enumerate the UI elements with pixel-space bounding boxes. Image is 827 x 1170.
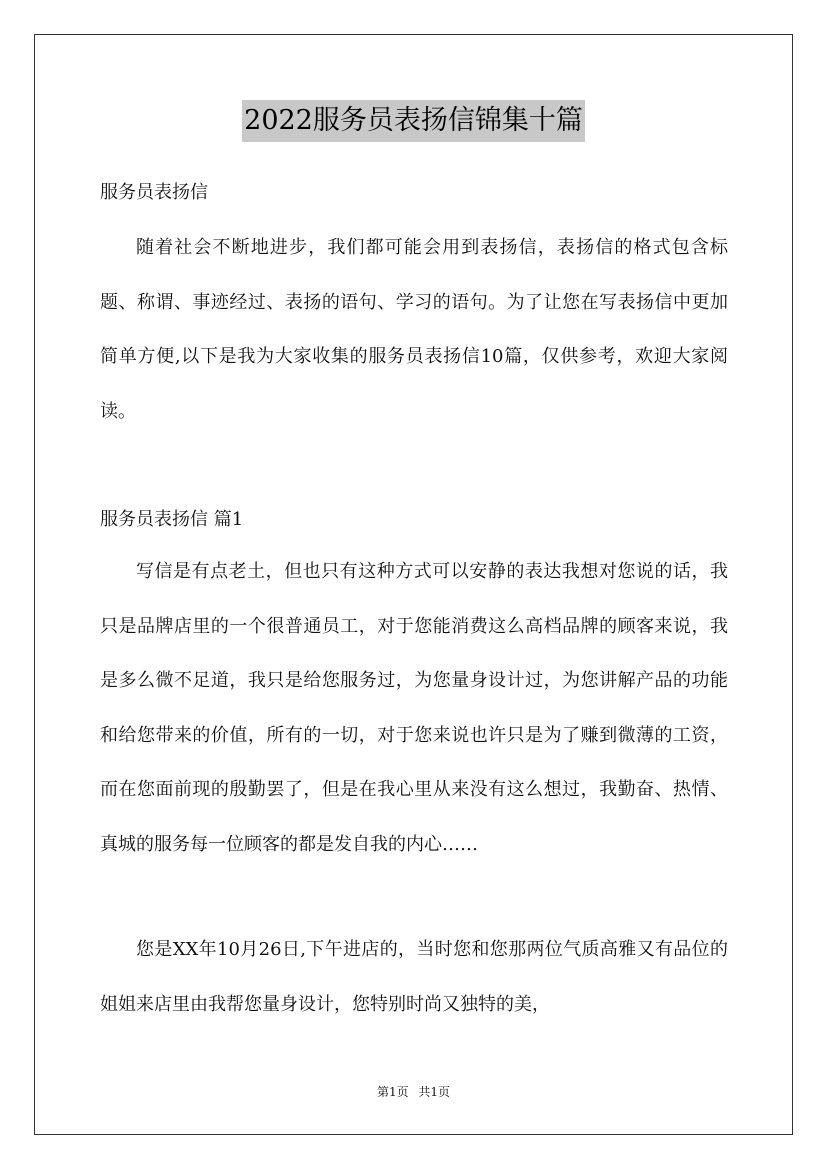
document-title-wrapper [0, 100, 827, 142]
section1-heading: 服务员表扬信 篇1 [100, 509, 244, 530]
intro-paragraph: 随着社会不断地进步，我们都可能会用到表扬信，表扬信的格式包含标题、称谓、事迹经过、表扬的语句、学习的语句。为了让您在写表扬信中更加简单方便,以下是我为大家收集的服务员表扬信10篇，仅供参考，欢迎大家阅读。 [100, 237, 728, 422]
page-total: 共1页 [418, 1085, 451, 1099]
section1-paragraph-1: 写信是有点老土，但也只有这种方式可以安静的表达我想对您说的话，我只是品牌店里的一个很普通员工，对于您能消费这么高档品牌的顾客来说，我是多么微不足道，我只是给您服务过，为您量身设计过，为您讲解产品的功能和给您带来的价值，所有的一切，对于您来说也许只是为了赚到微薄的工资，而在您面前现的殷勤罢了，但是在我心里从来没有这么想过，我勤奋、热情、真城的服务每一位顾客的都是发自我的内心…… [100, 561, 728, 855]
page-number: 第1页 [376, 1085, 409, 1099]
intro-heading: 服务员表扬信 [100, 182, 208, 203]
page-footer [0, 1083, 827, 1100]
section1-paragraph-2: 您是XX年10月26日,下午进店的，当时您和您那两位气质高雅又有品位的姐姐来店里由我帮您量身设计，您特别时尚又独特的美， [100, 939, 728, 1015]
document-title: 2022服务员表扬信锦集十篇 [242, 100, 585, 142]
